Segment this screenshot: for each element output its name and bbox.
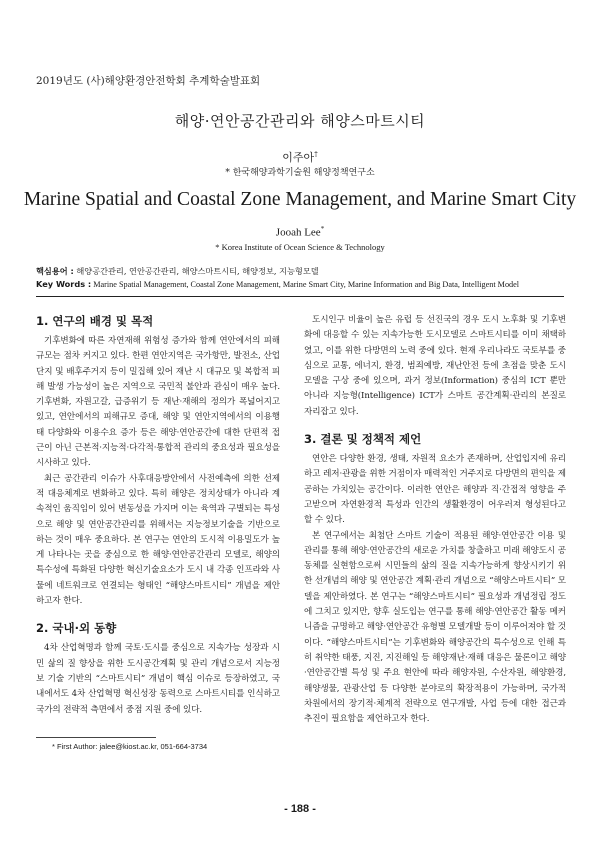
korean-keywords-text: 해양공간관리, 연안공간관리, 해양스마트시티, 해양정보, 지능형모델 bbox=[76, 266, 319, 276]
header-divider bbox=[36, 296, 564, 297]
english-author-name: Jooah Lee bbox=[275, 226, 321, 239]
page-number: - 188 - bbox=[284, 803, 316, 815]
right-column bbox=[304, 313, 566, 727]
section-3-paragraph-1: 연안은 다양한 환경, 생태, 자원적 요소가 존재하며, 산업입지에 유리하고 레저·관광을 위한 거점이자 매력적인 거주지로 다방면의 편익을 제공하는 가치있는 공간이다. 이러한 연안은 해양과 직·간접적 영향을 주고받으며 자연환경적 특성과 인간의 생활환경이 어우러져 형성된다고 할 수 있다. bbox=[304, 454, 566, 526]
korean-keywords bbox=[36, 266, 576, 277]
section-3-paragraph-2: 본 연구에서는 최첨단 스마트 기술이 적용된 해양·연안공간 이용 및 관리를 통해 해양·연안공간의 새로운 가치를 창출하고 미래 해양도시 공동체를 실현함으로써 시민들의 삶의 질을 지속가능하게 향상시키기 위한 선개념의 해양 및 연안공간 계획·관리 개념으로 “해양스마트시티” 모델을 제안하였다. 본 연구는 “해양스마트시티” 필요성과 개념정립 정도에 그치고 있지만, 향후 실도입는 연구를 통해 해양·연안공간 활동 메커니즘을 규명하고 해양·연안공간 유형별 모델개발 등이 이루어져야 할 것이다. “해양스마트시티”는 기후변화와 해양공간의 특수성으로 인해 특히 취약한 태풍, 지진, 지진해일 등 해양재난·재해 대응은 물론이고 해양·연안공간별 특성 및 주요 현안에 따라 해양자원, 수산자원, 해양환경, 해양생물, 관광산업 등 다양한 분야로의 확장적용이 가능하며, 국가적 차원에서의 장기적·체계적 전략으로 연구개발, 사업 등에 대한 접근과 추진이 필요함을 제언하고자 한다. bbox=[304, 530, 566, 725]
section-2-paragraph-2: 도시인구 비율이 높은 유럽 등 선진국의 경우 도시 노후화 및 기후변화에 대응할 수 있는 지속가능한 도시모델로 스마트시티를 이미 채택하였고, 이를 위한 다방면의 노력 중에 있다. 현재 우리나라도 국토부를 중심으로 교통, 에너지, 환경, 범죄예방, 재난안전 등에 초점을 맞춘 도시모델을 구상 중에 있으며, 과거 정보(Information) 중심의 ICT 뿐만 아니라 지능형(Intelligence) ICT가 스마트 공간계획·관리의 본질로 자리잡고 있다. bbox=[304, 315, 566, 417]
section-1-paragraph-2: 최근 공간관리 이슈가 사후대응방안에서 사전예측에 의한 선제적 대응체계로 변화하고 있다. 특히 해양은 정치상태가 아니라 계속적인 움직임이 있어 변동성을 가지며 이는 육역과 구별되는 특성으로 해양 및 연안공간관리를 위해서는 지능정보기술을 기반으로 하는 것이 매우 중요하다. 본 연구는 연안의 도시적 이용밀도가 높게 나타나는 곳을 중심으로 한 해양·연안공간관리 모델로, 해양의 특수성에 특화된 다양한 혁신기술요소가 도시 내 각종 인프라와 사물에 네트워크로 연결되는 형태인 “해양스마트시티” 개념을 제안하고자 한다. bbox=[36, 473, 280, 607]
english-keywords-label: Key Words : bbox=[36, 279, 92, 289]
section-1-heading: 1. 연구의 배경 및 목적 bbox=[36, 314, 154, 328]
english-keywords-text: Marine Spatial Management, Coastal Zone Management, Marine Smart City, Marine Information and Big Data, Intelligent Model bbox=[93, 280, 520, 289]
section-2-heading: 2. 국내·외 동향 bbox=[36, 621, 117, 636]
english-keywords bbox=[36, 279, 576, 290]
korean-author-mark: † bbox=[314, 150, 318, 159]
section-3-heading: 3. 결론 및 정책적 제언 bbox=[304, 432, 422, 447]
korean-author bbox=[0, 149, 600, 165]
section-2-paragraph-1: 4차 산업혁명과 함께 국토·도시를 중심으로 지속가능 성장과 시민 삶의 질 향상을 위한 도시공간계획 및 관리 개념으로서 지능정보 기술 기반의 “스마트시티” 개념이 핵심 이슈로 등장하였고, 국내에서도 4차 산업혁명 혁신성장 동력으로 스마트시티를 인식하고 국가의 전략적 측면에서 중점 지원 중에 있다. bbox=[36, 643, 280, 715]
section-1-paragraph-1: 기후변화에 따른 자연재해 위험성 증가와 함께 연안에서의 피해규모는 점차 커지고 있다. 한편 연안지역은 국가항만, 발전소, 산업단지 및 배후주거지 등이 밀집해 있어 재난 시 대규모 및 복합적 피해 발생 가능성이 높은 지역으로 국민적 불안과 관심이 매우 높다. 기후변화, 자원고갈, 급증위기 등 재난·재해의 정의가 폭넓어지고 있고, 연안에서의 피해규모 증대, 해양 및 연안지역에서의 이용행태 다양화와 이용수요 증가 등은 해양·연안공간에 대한 단편적 접근이 아닌 근본적·지능적·다각적·통합적 관리의 중요성과 필요성을 시사하고 있다. bbox=[36, 336, 280, 469]
footnote-divider bbox=[36, 737, 156, 738]
korean-title: 해양·연안공간관리와 해양스마트시티 bbox=[174, 112, 426, 130]
conference-header: 2019년도 (사)해양환경안전학회 추계학술발표회 bbox=[36, 75, 261, 87]
korean-keywords-label: 핵심용어 : bbox=[36, 266, 74, 276]
english-author-mark: * bbox=[320, 225, 325, 233]
left-column bbox=[36, 313, 280, 718]
english-author bbox=[0, 225, 600, 239]
english-affiliation: * Korea Institute of Ocean Science & Technology bbox=[215, 242, 385, 252]
footnote: * First Author: jalee@kiost.ac.kr, 051-664-3734 bbox=[52, 742, 208, 751]
english-title: Marine Spatial and Coastal Zone Management, and Marine Smart City bbox=[23, 189, 577, 210]
korean-affiliation: * 한국해양과학기술원 해양정책연구소 bbox=[225, 168, 375, 178]
korean-author-name: 이주아 bbox=[282, 151, 315, 164]
